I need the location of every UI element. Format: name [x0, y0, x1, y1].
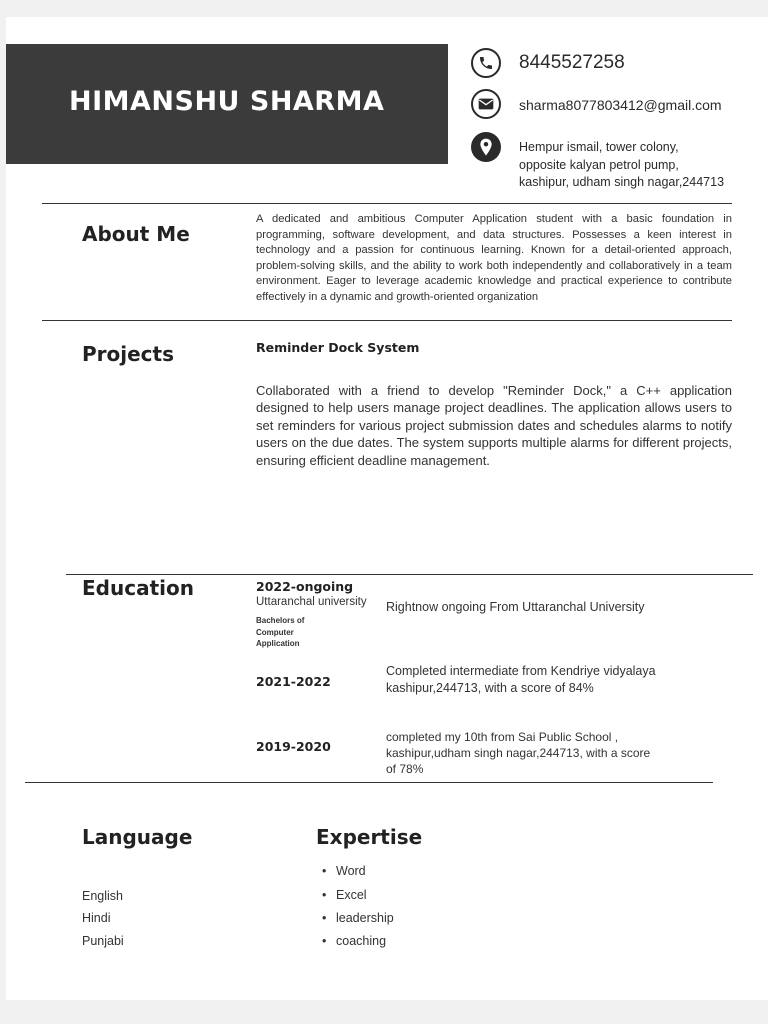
education-year: 2022-ongoing	[256, 579, 354, 594]
about-text: A dedicated and ambitious Computer Application student with a basic foundation in programming, software development, and data structures. Possesses a keen interest in technology and a passion for continuous learning. Known for a detail-oriented approach, problem-solving skills, and the ability to work both independently and collaboratively in a team environment. Eager to leverage academic knowledge and practical experience to contribute effectively in a dynamic and growth-oriented organization	[256, 213, 732, 303]
expertise-label: coaching	[336, 934, 387, 948]
email-address: sharma8077803412@gmail.com	[519, 97, 722, 113]
candidate-name: HIMANSHU SHARMA	[69, 86, 385, 117]
expertise-item: • Excel	[322, 888, 367, 902]
email-icon	[471, 89, 501, 119]
language-item: Punjabi	[82, 934, 124, 948]
education-line: completed my 10th from Sai Public School ,	[386, 730, 619, 744]
projects-heading: Projects	[82, 342, 175, 366]
language-heading: Language	[82, 825, 193, 849]
degree-line: Bachelors of	[256, 616, 305, 625]
address-line: Hempur ismail, tower colony,	[519, 140, 679, 154]
expertise-heading: Expertise	[316, 825, 423, 849]
expertise-item: • Word	[322, 864, 366, 878]
location-pin-icon	[471, 132, 501, 162]
expertise-item: • coaching	[322, 934, 387, 948]
education-degree	[256, 615, 304, 650]
expertise-label: leadership	[336, 911, 394, 925]
education-line: of 78%	[386, 762, 424, 776]
education-description	[386, 663, 656, 696]
education-line: Completed intermediate from Kendriye vidyalaya	[386, 664, 656, 678]
divider	[42, 320, 732, 321]
education-description: Rightnow ongoing From Uttaranchal University	[386, 600, 645, 614]
education-year: 2021-2022	[256, 674, 331, 689]
education-institution: Uttaranchal university	[256, 596, 367, 608]
education-line: kashipur,udham singh nagar,244713, with a score	[386, 746, 651, 760]
divider	[66, 574, 753, 575]
education-description	[386, 729, 650, 777]
address	[519, 139, 724, 192]
address-line: kashipur, udham singh nagar,244713	[519, 175, 725, 189]
degree-line: Application	[256, 639, 300, 648]
language-item: English	[82, 889, 123, 903]
about-heading: About Me	[82, 222, 190, 246]
education-year: 2019-2020	[256, 739, 331, 754]
phone-icon	[471, 48, 501, 78]
degree-line: Computer	[256, 627, 294, 637]
divider	[25, 782, 713, 783]
divider	[42, 203, 732, 204]
project-description: Collaborated with a friend to develop "Reminder Dock," a C++ application designed to help users manage project deadlines. The application allows users to set reminders for various project submission dates and schedules alarms to notify users on the due dates. The system supports multiple alarms for different projects, ensuring efficient deadline management.	[256, 383, 732, 468]
education-line: kashipur,244713, with a score of 84%	[386, 680, 594, 695]
language-item: Hindi	[82, 911, 111, 925]
address-line: opposite kalyan petrol pump,	[519, 157, 679, 172]
phone-number: 8445527258	[519, 52, 625, 73]
expertise-label: Word	[336, 864, 366, 878]
project-title: Reminder Dock System	[256, 340, 420, 355]
education-heading: Education	[82, 576, 194, 600]
expertise-label: Excel	[336, 888, 367, 902]
expertise-item: • leadership	[322, 911, 394, 925]
